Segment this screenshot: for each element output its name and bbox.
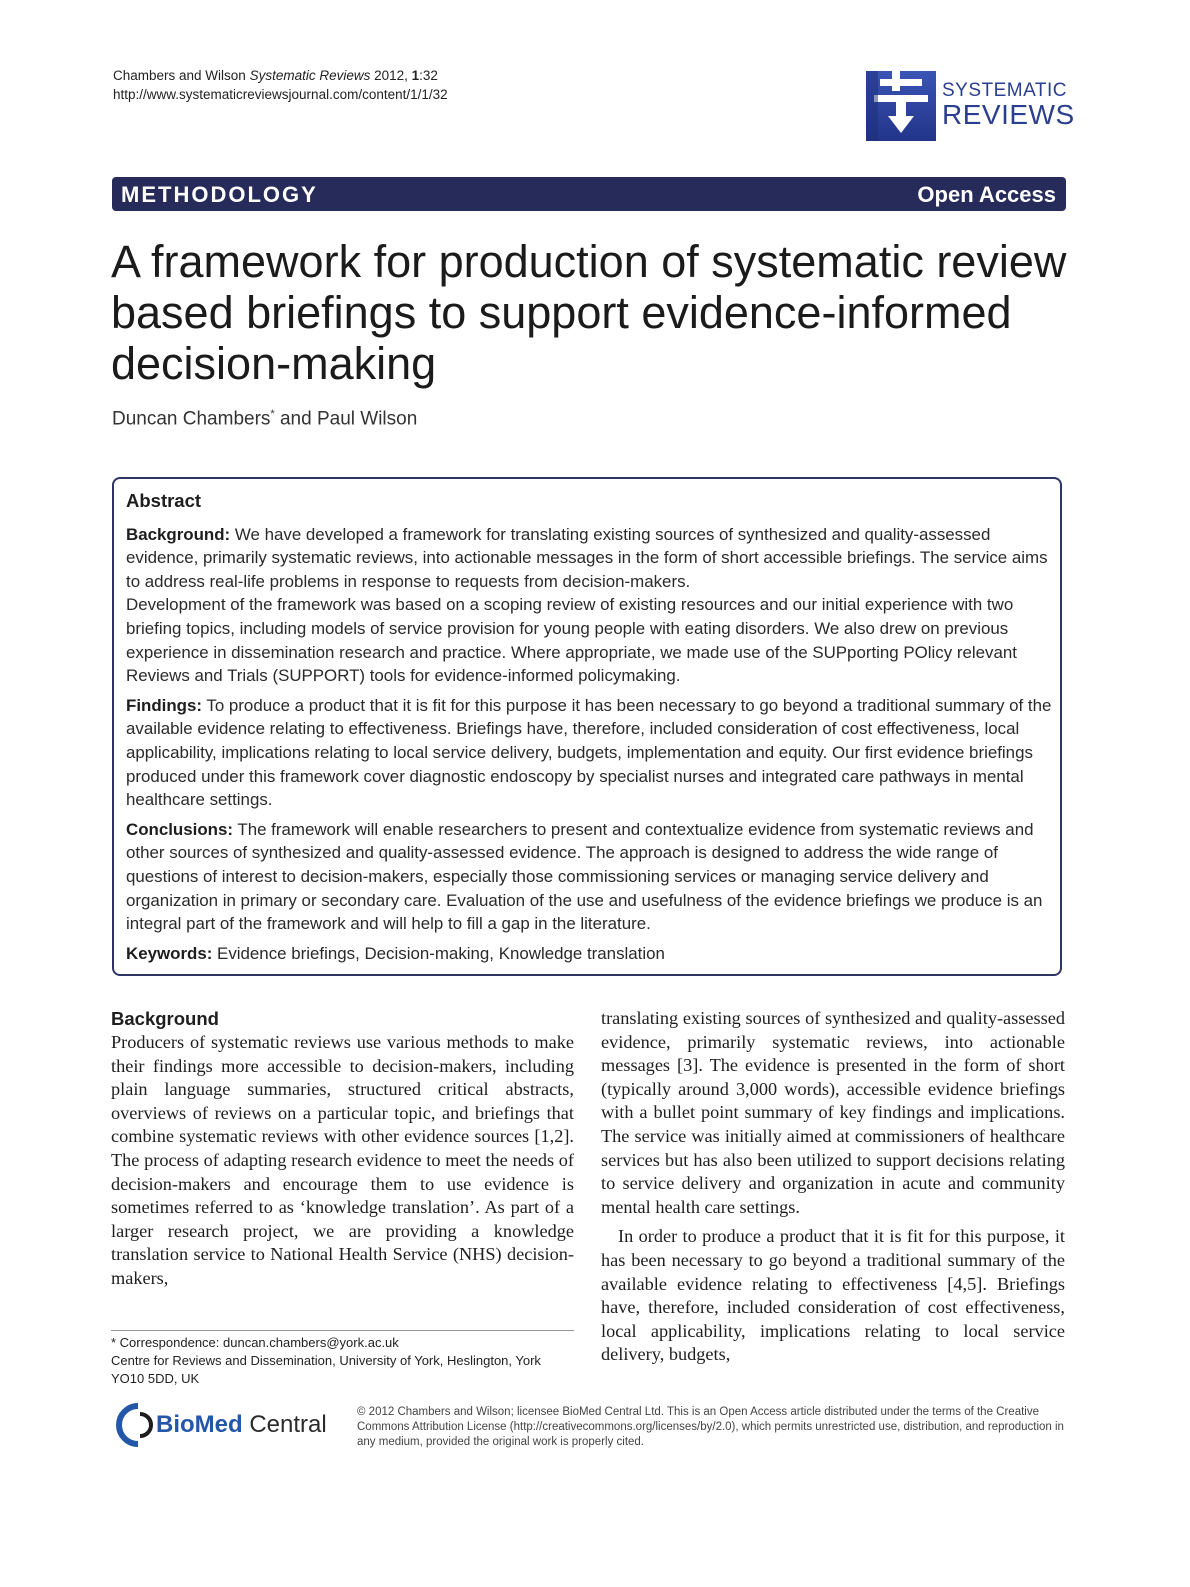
logo-wordmark: SYSTEMATIC REVIEWS	[942, 80, 1075, 130]
author-1: Duncan Chambers	[112, 408, 271, 430]
body-column-right	[601, 1007, 1065, 1367]
affiliation: Centre for Reviews and Dissemination, University of York, Heslington, York YO10 5DD, UK	[111, 1353, 541, 1386]
abstract-background-2: Development of the framework was based on a scoping review of existing resources and our initial experience with two briefing topics, including models of service provision for young people with eating disorders. We also drew on previous experience in dissemination research and practice. Where appropriate, we made use of the SUPporting POlicy relevant Reviews and Trials (SUPPORT) tools for evidence-informed policymaking.	[126, 595, 1017, 686]
body-column-left	[111, 1007, 574, 1291]
body-paragraph: In order to produce a product that it is fit for this purpose, it has been necessary to go beyond a traditional summary of the available evidence relating to effectiveness [4,5]. Briefings have, therefore, included consideration of cost effectiveness, local applicability, implications relating to local service delivery, budgets,	[601, 1226, 1065, 1365]
author-2: Paul Wilson	[316, 408, 418, 430]
section-heading-background: Background	[111, 1008, 219, 1029]
footnote-divider	[111, 1330, 574, 1331]
article-url[interactable]: http://www.systematicreviewsjournal.com/content/1/1/32	[113, 87, 448, 102]
biomed-central-logo-icon	[110, 1402, 154, 1448]
abstract-box	[112, 477, 1062, 976]
biomed-central-wordmark: BioMed Central	[156, 1411, 327, 1438]
abstract-findings: Findings: To produce a product that it is fit for this purpose it has been necessary to go beyond a traditional summary of the available evidence relating to effectiveness. Briefings have, therefore, included consideration of cost effectiveness, local applicability, implications relating to local service delivery, budgets, implementation and equity. Our first evidence briefings produced under this framework cover diagnostic endoscopy by specialist nurses and integrated care pathways in mental healthcare settings.	[126, 695, 1052, 810]
article-type-banner	[112, 177, 1066, 211]
license-text: © 2012 Chambers and Wilson; licensee BioMed Central Ltd. This is an Open Access article distributed under the terms of the Creative Commons Attribution License (http://creativecommons.org/licenses/by/2.0), which permits unrestricted use, distribution, and reproduction in any medium, provided the original work is properly cited.	[357, 1406, 1064, 1448]
article-title: A framework for production of systematic review based briefings to support evidence-informed decision-making	[111, 236, 1067, 389]
body-paragraph: Producers of systematic reviews use various methods to make their findings more accessible to decision-makers, including plain language summaries, structured critical abstracts, overviews of reviews on a particular topic, and briefings that combine systematic reviews with other evidence sources [1,2]. The process of adapting research evidence to meet the needs of decision-makers and encourage them to use evidence is sometimes referred to as ‘knowledge translation’. As part of a larger research project, we are providing a knowledge translation service to National Health Service (NHS) decision-makers,	[111, 1032, 574, 1288]
abstract-keywords: Keywords: Evidence briefings, Decision-making, Knowledge translation	[126, 943, 665, 963]
systematic-reviews-logo-icon	[866, 71, 936, 141]
header-citation	[113, 66, 448, 104]
abstract-heading: Abstract	[126, 490, 202, 511]
footnote	[111, 1334, 574, 1388]
biomed-central-logo	[110, 1402, 340, 1450]
abstract-background: Background: We have developed a framework for translating existing sources of synthesized and quality-assessed evidence, primarily systematic reviews, into actionable messages in the form of short accessible briefings. The service aims to address real-life problems in response to requests from decision-makers.	[126, 524, 1048, 591]
correspondence: * Correspondence: duncan.chambers@york.ac.uk	[111, 1335, 399, 1350]
article-type: METHODOLOGY	[121, 182, 318, 207]
authors: Duncan Chambers* and Paul Wilson	[112, 408, 418, 430]
abstract-conclusions: Conclusions: The framework will enable researchers to present and contextualize evidence from systematic reviews and other sources of synthesized and quality-assessed evidence. The approach is designed to address the wide range of questions of interest to decision-makers, especially those commissioning services or managing service delivery and organization in primary or secondary care. Evaluation of the use and usefulness of the evidence briefings we produce is an integral part of the framework and will help to fill a gap in the literature.	[126, 819, 1043, 934]
citation-line: Chambers and Wilson Systematic Reviews 2012, 1:32	[113, 68, 438, 83]
open-access-label: Open Access	[917, 182, 1056, 207]
body-paragraph: translating existing sources of synthesized and quality-assessed evidence, primarily systematic reviews, into actionable messages [3]. The evidence is presented in the form of short (typically around 3,000 words), accessible evidence briefings with a bullet point summary of key findings and implications. The service was initially aimed at commissioners of healthcare services but has also been utilized to support decisions relating to service delivery and organization in acute and community mental health care settings.	[601, 1008, 1065, 1217]
systematic-reviews-logo	[866, 71, 1075, 141]
corresponding-mark: *	[270, 408, 275, 420]
